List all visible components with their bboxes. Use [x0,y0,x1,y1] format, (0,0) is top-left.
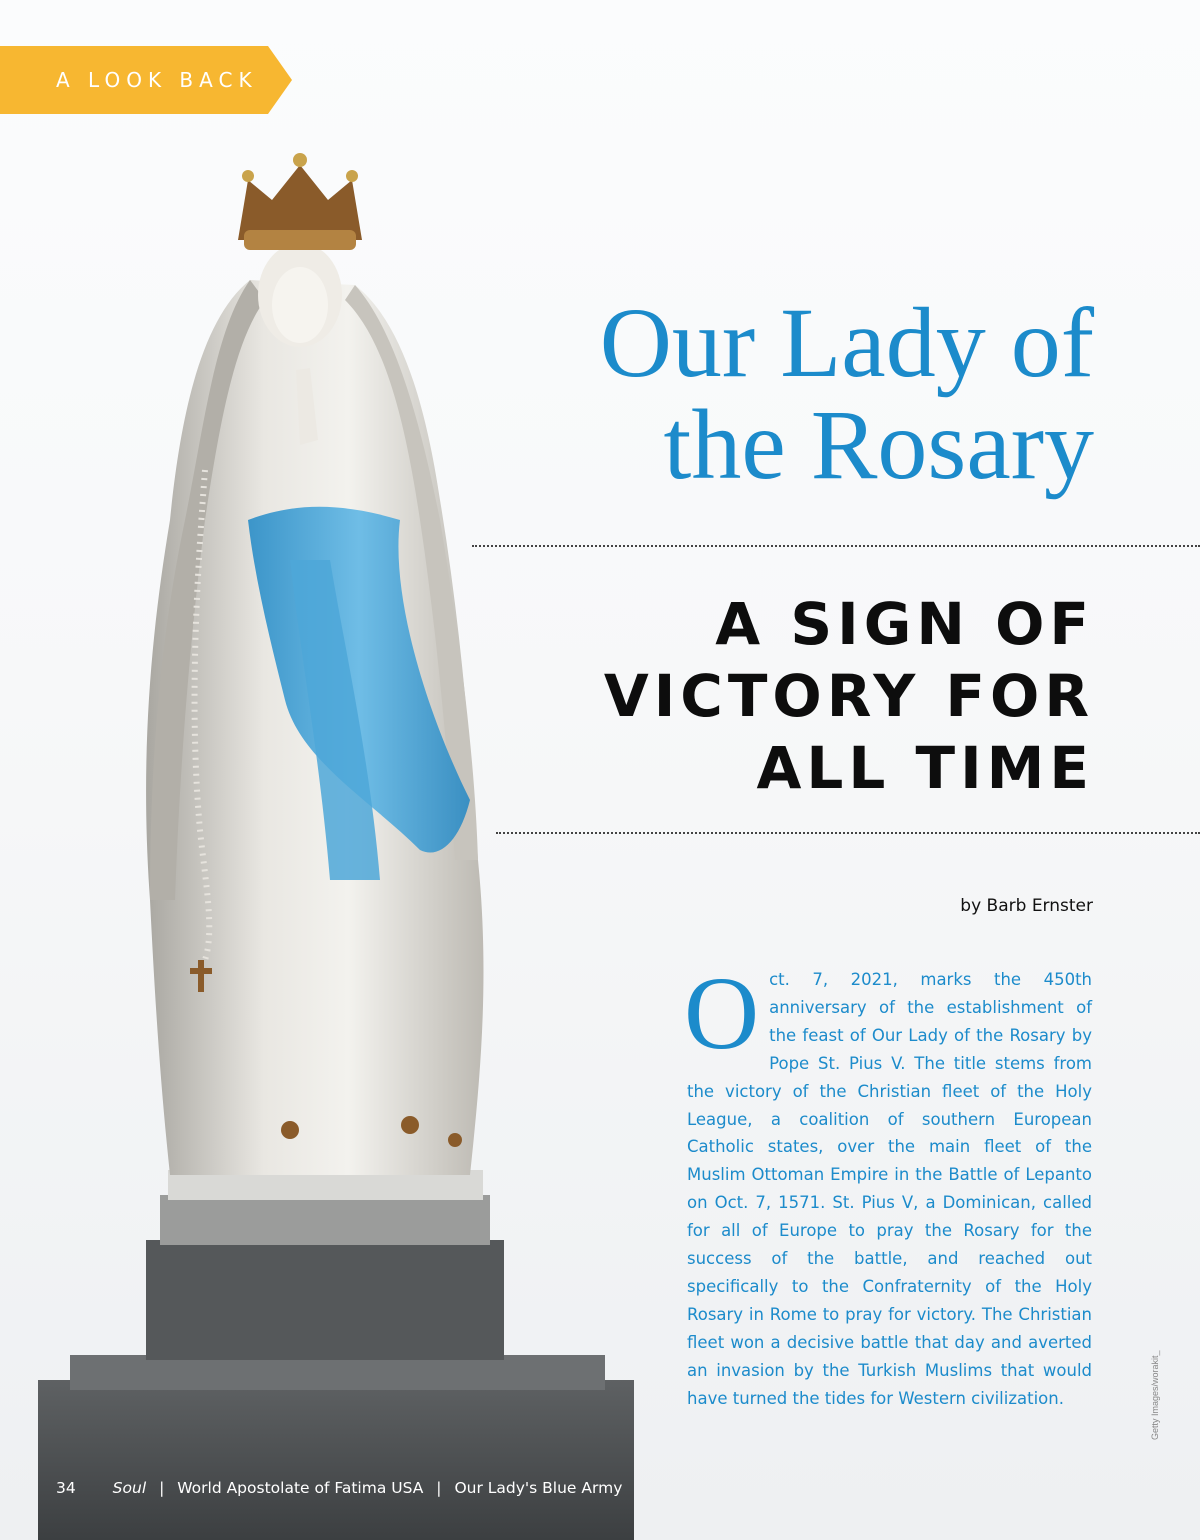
subtitle-line-3: ALL TIME [756,734,1094,802]
title-line-1: Our Lady of [599,287,1094,398]
subtitle-line-1: A SIGN OF [715,590,1094,658]
article-title [474,287,1094,500]
byline: by Barb Ernster [960,896,1093,916]
title-line-2: the Rosary [663,389,1094,500]
organization-name: World Apostolate of Fatima USA [177,1479,424,1497]
publication-name: Soul [112,1479,147,1497]
divider-bottom [496,832,1200,834]
article-body-text: ct. 7, 2021, marks the 450th anniversary of the establishment of the feast of Our Lady of the Rosary by Pope St. Pius V. The title stems from the victory of the Christian fleet of the Holy League, a coalition of southern European Catholic states, over the main fleet of the Muslim Ottoman Empire in the Battle of Lepanto on Oct. 7, 1571. St. Pius V, a Dominican, called for all of Europe to pray the Rosary for the success of the battle, and reached out specifically to the Confraternity of the Holy Rosary in Rome to pray for victory. The Christian fleet won a decisive battle that day and averted an invasion by the Turkish Muslims that would have turned the tides for Western civilization. [687,970,1092,1408]
footer-tagline: Our Lady's Blue Army [454,1479,623,1497]
page-number: 34 [56,1479,76,1497]
photo-credit: Getty Images/worakit_ [1150,1350,1160,1440]
footer-separator-2: | [436,1479,442,1497]
subtitle-line-2: VICTORY FOR [603,662,1094,730]
section-tab [0,46,292,114]
footer-separator-1: | [159,1479,165,1497]
article-subtitle [534,588,1094,804]
article-body [684,956,1092,1413]
drop-cap: O [684,956,760,1071]
section-tab-label: A LOOK BACK [56,68,258,92]
page-footer [56,1479,622,1497]
divider-top [472,545,1200,547]
